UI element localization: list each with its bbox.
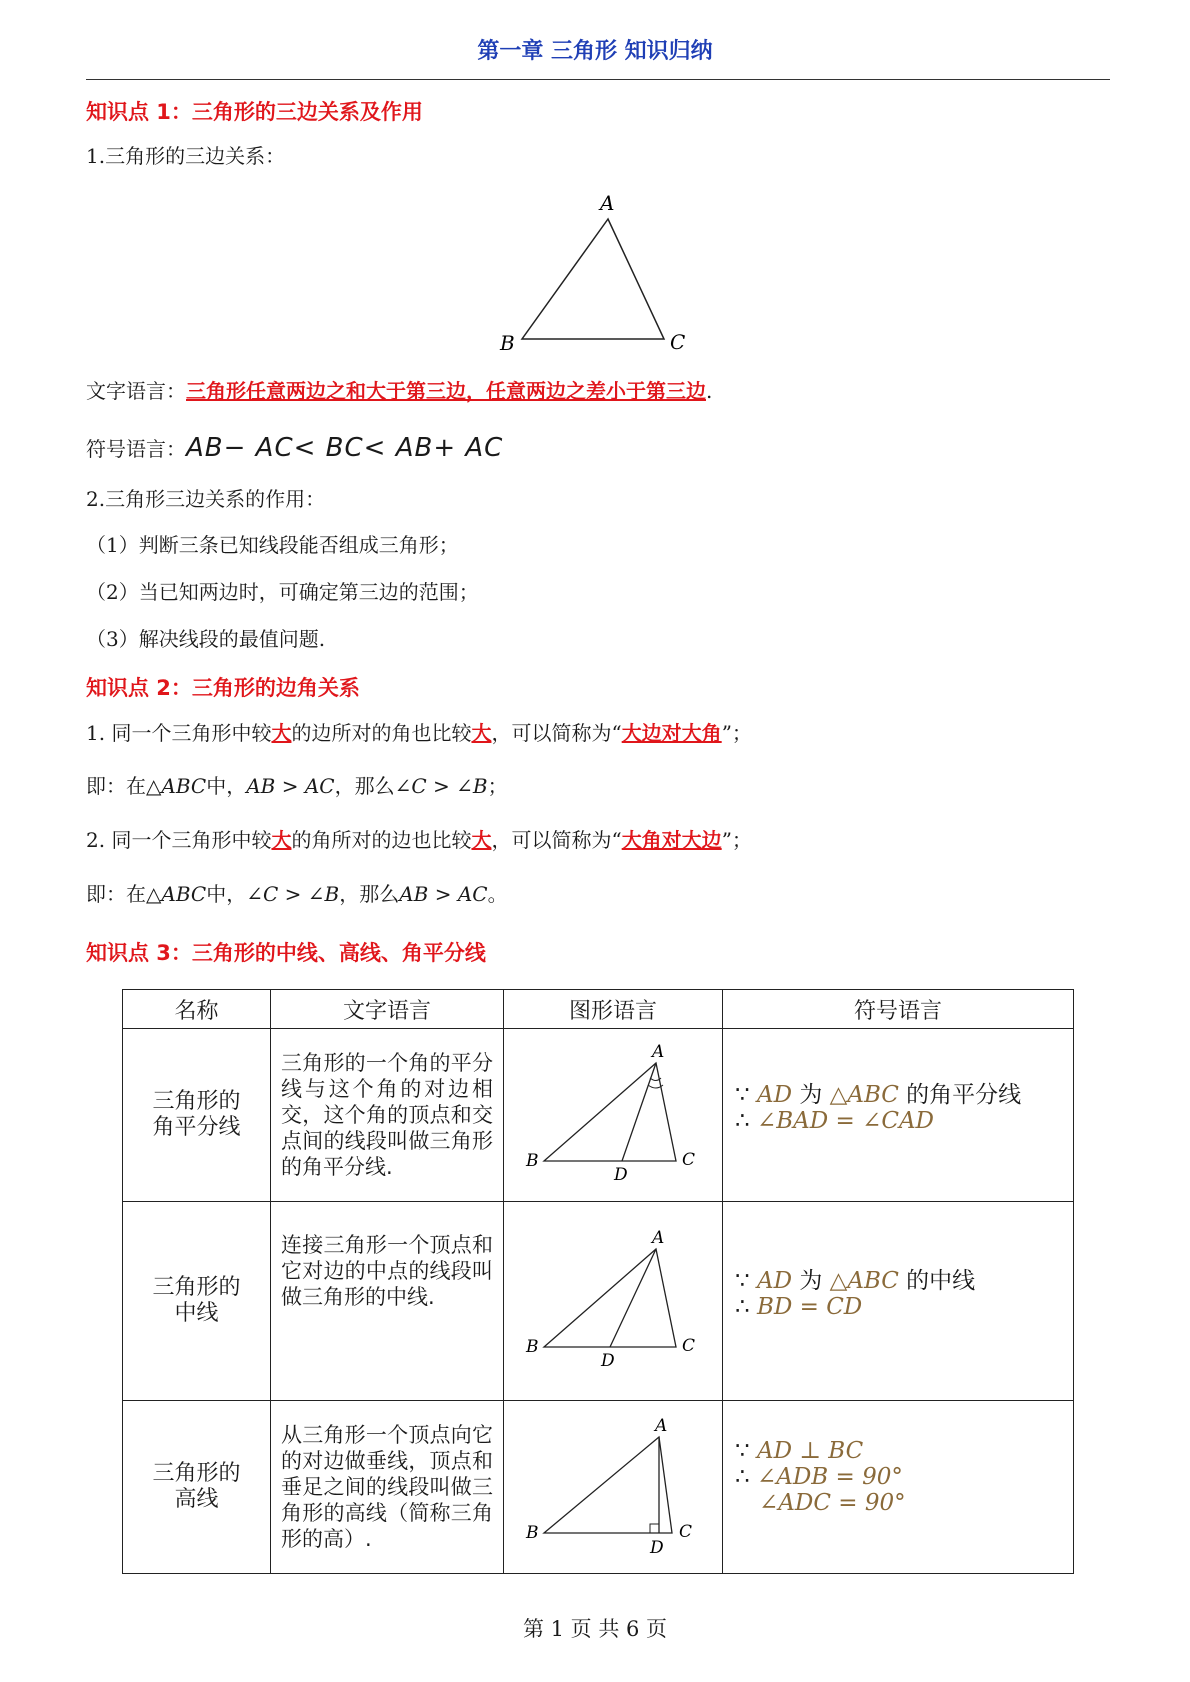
kp2-line1: 1. 同一个三角形中较大的边所对的角也比较大，可以简称为“大边对大角”； [86, 721, 752, 745]
row-symbol-angle-bisector: ∵ AD 为 △ABC 的角平分线 ∴ ∠BAD = ∠CAD [723, 1029, 1074, 1202]
kp2-line2: 即：在△ABC中，AB > AC，那么∠C > ∠B； [86, 774, 508, 798]
table-header-cell: 图形语言 [504, 990, 723, 1029]
row-figure-altitude [504, 1401, 723, 1574]
fig-label-c: C [682, 1336, 696, 1356]
fig-label-d: D [601, 1351, 615, 1371]
vertex-label-b: B [500, 331, 515, 355]
fig-label-b: B [526, 1523, 539, 1543]
text-language-line [86, 377, 712, 405]
table-header-row [123, 990, 1074, 1029]
header-divider [86, 79, 1110, 80]
use-item-1: （1）判断三条已知线段能否组成三角形； [86, 533, 459, 557]
table-header-cell: 名称 [123, 990, 271, 1029]
fig-label-c: C [679, 1522, 693, 1542]
fig-label-c: C [682, 1150, 696, 1170]
row-name-angle-bisector: 三角形的 角平分线 [123, 1029, 271, 1202]
kp2-line4: 即：在△ABC中，∠C > ∠B，那么AB > AC。 [86, 882, 508, 906]
text-language-end: . [706, 379, 713, 403]
text-language-value: 三角形任意两边之和大于第三边，任意两边之差小于第三边 [186, 379, 706, 403]
row-figure-angle-bisector [504, 1029, 723, 1202]
fig-label-b: B [526, 1337, 539, 1357]
row-desc-altitude: 从三角形一个顶点向它的对边做垂线，顶点和垂足之间的线段叫做三角形的高线（简称三角形的高）. [271, 1401, 504, 1574]
triangle-figure [490, 185, 700, 355]
page-header-title: 第一章 三角形 知识归纳 [477, 39, 713, 64]
symbol-language-value: AB− AC< BC< AB+ AC [186, 433, 504, 463]
table-header-cell: 符号语言 [723, 990, 1074, 1029]
table-row [123, 1401, 1074, 1574]
page-footer: 第 1 页 共 6 页 [522, 1617, 668, 1641]
fig-label-a: A [652, 1228, 665, 1248]
kp3-title: 知识点 3：三角形的中线、高线、角平分线 [86, 941, 486, 965]
row-symbol-altitude: ∵ AD ⊥ BC ∴ ∠ADB = 90° ∠ADC = 90° [723, 1401, 1074, 1574]
kp1-item1: 1.三角形的三边关系： [86, 144, 286, 168]
kp2-line3: 2. 同一个三角形中较大的角所对的边也比较大，可以简称为“大角对大边”； [86, 828, 752, 852]
symbol-language-label: 符号语言： [86, 437, 186, 461]
fig-label-a: A [652, 1042, 665, 1062]
vertex-label-c: C [670, 330, 686, 354]
row-desc-angle-bisector: 三角形的一个角的平分线与这个角的对边相交，这个角的顶点和交点间的线段叫做三角形的角平分线. [271, 1029, 504, 1202]
use-item-2: （2）当已知两边时，可确定第三边的范围； [86, 580, 479, 604]
fig-label-d: D [650, 1538, 664, 1558]
fig-label-b: B [526, 1151, 539, 1171]
row-symbol-median: ∵ AD 为 △ABC 的中线 ∴ BD = CD [723, 1202, 1074, 1401]
table-row [123, 1202, 1074, 1401]
use-item-3: （3）解决线段的最值问题. [86, 627, 326, 651]
fig-label-a: A [655, 1416, 668, 1436]
table-header-cell: 文字语言 [271, 990, 504, 1029]
kp1-item2: 2.三角形三边关系的作用： [86, 487, 326, 511]
row-desc-median: 连接三角形一个顶点和它对边的中点的线段叫做三角形的中线. [271, 1202, 504, 1401]
text-language-label: 文字语言： [86, 379, 186, 403]
row-figure-median [504, 1202, 723, 1401]
kp1-title: 知识点 1：三角形的三边关系及作用 [86, 100, 423, 124]
kp2-title: 知识点 2：三角形的边角关系 [86, 676, 360, 700]
knowledge-table [122, 989, 1074, 1574]
symbol-language-line [86, 431, 503, 466]
vertex-label-a: A [600, 191, 615, 215]
row-name-median: 三角形的 中线 [123, 1202, 271, 1401]
fig-label-d: D [614, 1165, 628, 1185]
table-row [123, 1029, 1074, 1202]
row-name-altitude: 三角形的 高线 [123, 1401, 271, 1574]
